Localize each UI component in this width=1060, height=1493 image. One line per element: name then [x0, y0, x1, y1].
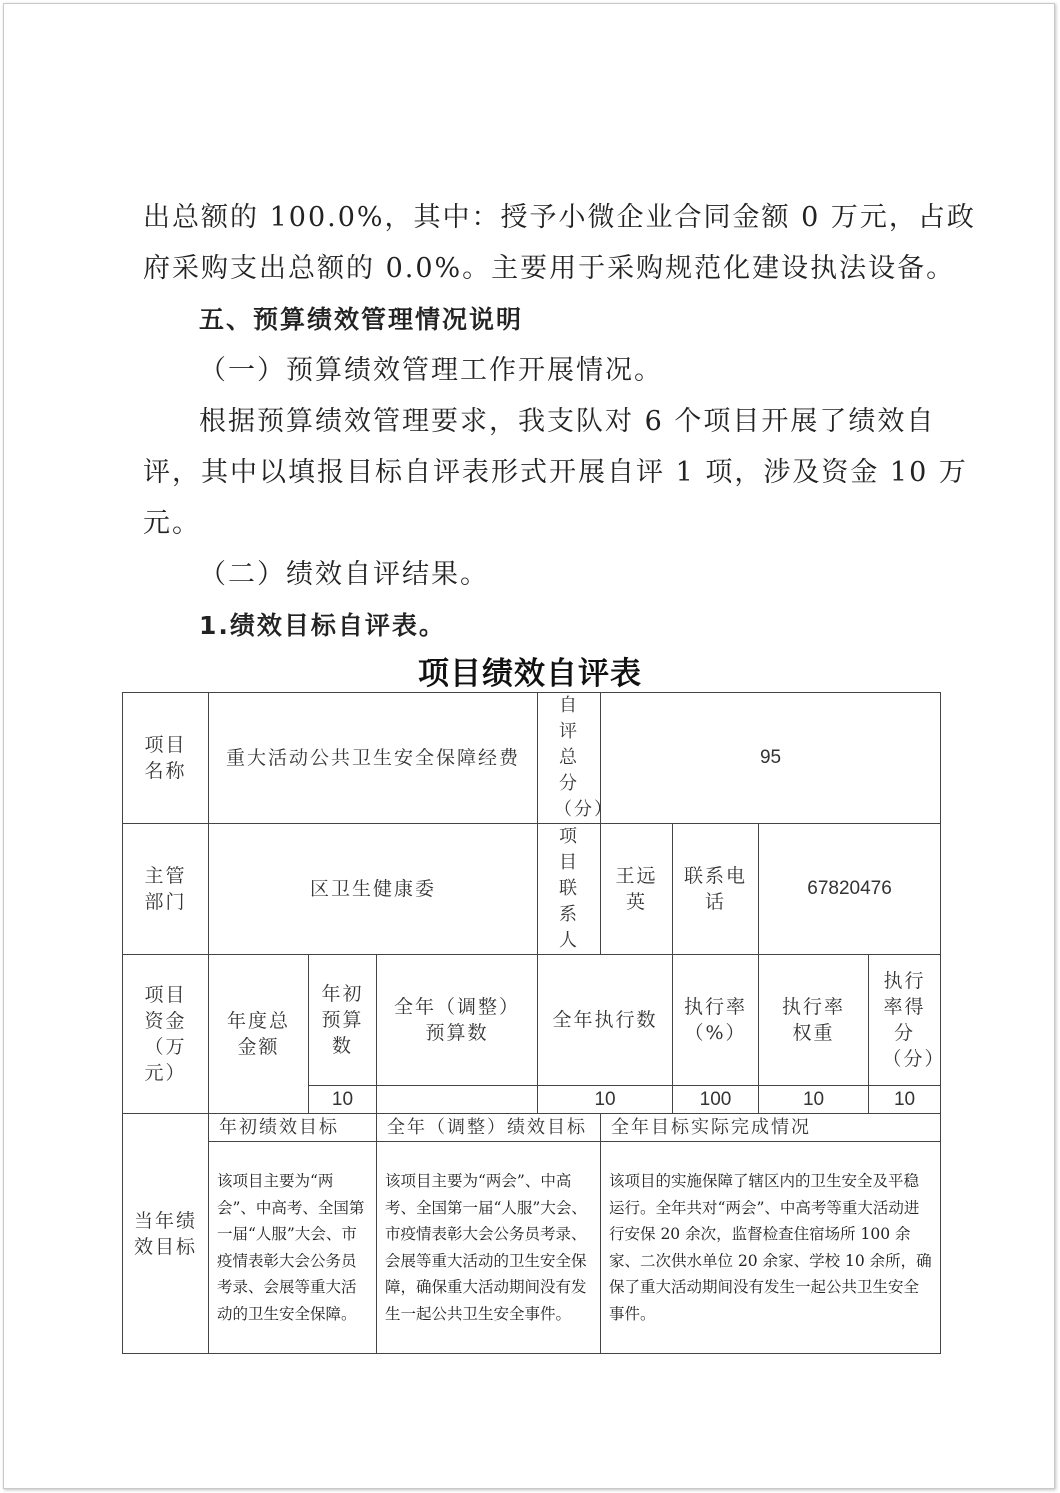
project-name-label: 项目名称	[123, 693, 209, 824]
subsection-heading: 1.绩效目标自评表。	[199, 611, 446, 640]
department-value: 区卫生健康委	[209, 824, 538, 955]
executed-value: 10	[538, 1086, 673, 1114]
self-score-label: 自评总分（分）	[538, 693, 601, 824]
paragraph-line: 元。	[143, 508, 201, 539]
annual-total-header: 年度总金额	[209, 955, 309, 1114]
adjusted-goal-header: 全年（调整）绩效目标	[377, 1114, 601, 1142]
initial-budget-header: 年初预算数	[309, 955, 377, 1086]
rate-weight-header: 执行率权重	[759, 955, 869, 1086]
body-text	[143, 192, 976, 651]
executed-header: 全年执行数	[538, 955, 673, 1086]
paragraph-line: 府采购支出总额的 0.0%。主要用于采购规范化建设执法设备。	[143, 253, 956, 284]
actual-completion-header: 全年目标实际完成情况	[601, 1114, 941, 1142]
rate-weight-value: 10	[759, 1086, 869, 1114]
subsection-heading: （一）预算绩效管理工作开展情况。	[199, 355, 663, 386]
actual-completion-text: 该项目的实施保障了辖区内的卫生安全及平稳运行。全年共对“两会”、中高考等重大活动进行安保 20 余次，监督检查住宿场所 100 余家、二次供水单位 20 余家、学校 10 余所，确保了重大活动期间没有发生一起公共卫生安全事件。	[601, 1142, 941, 1354]
table-title: 项目绩效自评表	[418, 656, 642, 692]
paragraph-line: 评，其中以填报目标自评表形式开展自评 1 项，涉及资金 10 万	[143, 457, 968, 488]
initial-budget-value: 10	[309, 1086, 377, 1114]
project-name-value: 重大活动公共卫生安全保障经费	[209, 693, 538, 824]
adjusted-budget-header: 全年（调整）预算数	[377, 955, 538, 1086]
self-score-value: 95	[601, 693, 941, 824]
initial-goal-header: 年初绩效目标	[209, 1114, 377, 1142]
subsection-heading: （二）绩效自评结果。	[199, 559, 489, 590]
adjusted-budget-value	[377, 1086, 538, 1114]
phone-value: 67820476	[759, 824, 941, 955]
contact-label: 项目联系人	[538, 824, 601, 955]
performance-table	[122, 692, 946, 1354]
department-label: 主管部门	[123, 824, 209, 955]
execution-rate-value: 100	[673, 1086, 759, 1114]
phone-label: 联系电话	[673, 824, 759, 955]
paragraph-line: 出总额的 100.0%，其中：授予小微企业合同金额 0 万元，占政	[143, 202, 976, 233]
contact-value: 王远英	[601, 824, 673, 955]
initial-goal-text: 该项目主要为“两会”、中高考、全国第一届“人服”大会、市疫情表彰大会公务员考录、会展等重大活动的卫生安全保障。	[209, 1142, 377, 1354]
rate-score-header: 执行率得分（分）	[869, 955, 941, 1086]
section-heading: 五、预算绩效管理情况说明	[199, 305, 524, 334]
adjusted-goal-text: 该项目主要为“两会”、中高考、全国第一届“人服”大会、市疫情表彰大会公务员考录、会展等重大活动的卫生安全保障，确保重大活动期间没有发生一起公共卫生安全事件。	[377, 1142, 601, 1354]
paragraph-line: 根据预算绩效管理要求，我支队对 6 个项目开展了绩效自	[199, 406, 936, 437]
execution-rate-header: 执行率（%）	[673, 955, 759, 1086]
funds-label: 项目资金（万元）	[123, 955, 209, 1114]
rate-score-value: 10	[869, 1086, 941, 1114]
annual-goal-label: 当年绩效目标	[123, 1114, 209, 1354]
